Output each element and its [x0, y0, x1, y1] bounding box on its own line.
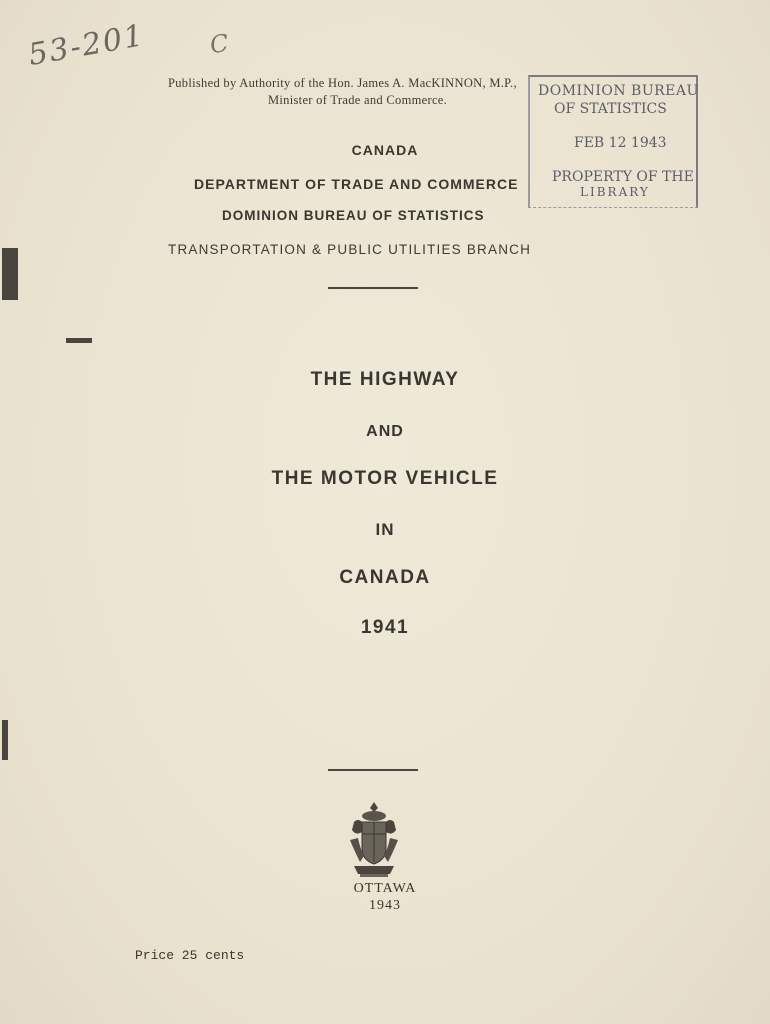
stamp-line-library: LIBRARY [580, 185, 650, 199]
minister-line: Minister of Trade and Commerce. [268, 93, 448, 107]
imprint-city: OTTAWA [353, 881, 417, 896]
handwritten-note: C [208, 28, 231, 60]
bureau-heading: DOMINION BUREAU OF STATISTICS [222, 208, 485, 223]
title-year: 1941 [360, 617, 410, 638]
handwritten-catalog-number: 53-201 [25, 18, 148, 73]
title-line-and: AND [366, 423, 404, 440]
stamp-date: FEB 12 1943 [574, 135, 667, 151]
department-heading: DEPARTMENT OF TRADE AND COMMERCE [194, 176, 519, 192]
divider-top [328, 287, 418, 289]
title-line-canada: CANADA [339, 567, 431, 588]
title-line-motor-vehicle: THE MOTOR VEHICLE [271, 468, 499, 489]
publisher-line: Published by Authority of the Hon. James A. MacKINNON, M.P., [168, 76, 517, 90]
stamp-line-bureau: DOMINION BUREAU [538, 83, 699, 99]
stamp-line-statistics: OF STATISTICS [554, 101, 667, 117]
stamp-line-property: PROPERTY OF THE [552, 169, 694, 185]
divider-bottom [328, 769, 418, 771]
title-line-in: IN [375, 520, 395, 539]
scan-edge-mark [2, 720, 8, 760]
title-line-highway: THE HIGHWAY [310, 369, 460, 390]
imprint-year: 1943 [369, 898, 401, 913]
branch-heading: TRANSPORTATION & PUBLIC UTILITIES BRANCH [168, 242, 532, 257]
coat-of-arms-icon [346, 800, 402, 880]
scan-edge-mark [2, 248, 18, 300]
scan-edge-mark [66, 338, 92, 343]
country-heading: CANADA [351, 142, 419, 158]
price-label: Price 25 cents [135, 948, 245, 963]
